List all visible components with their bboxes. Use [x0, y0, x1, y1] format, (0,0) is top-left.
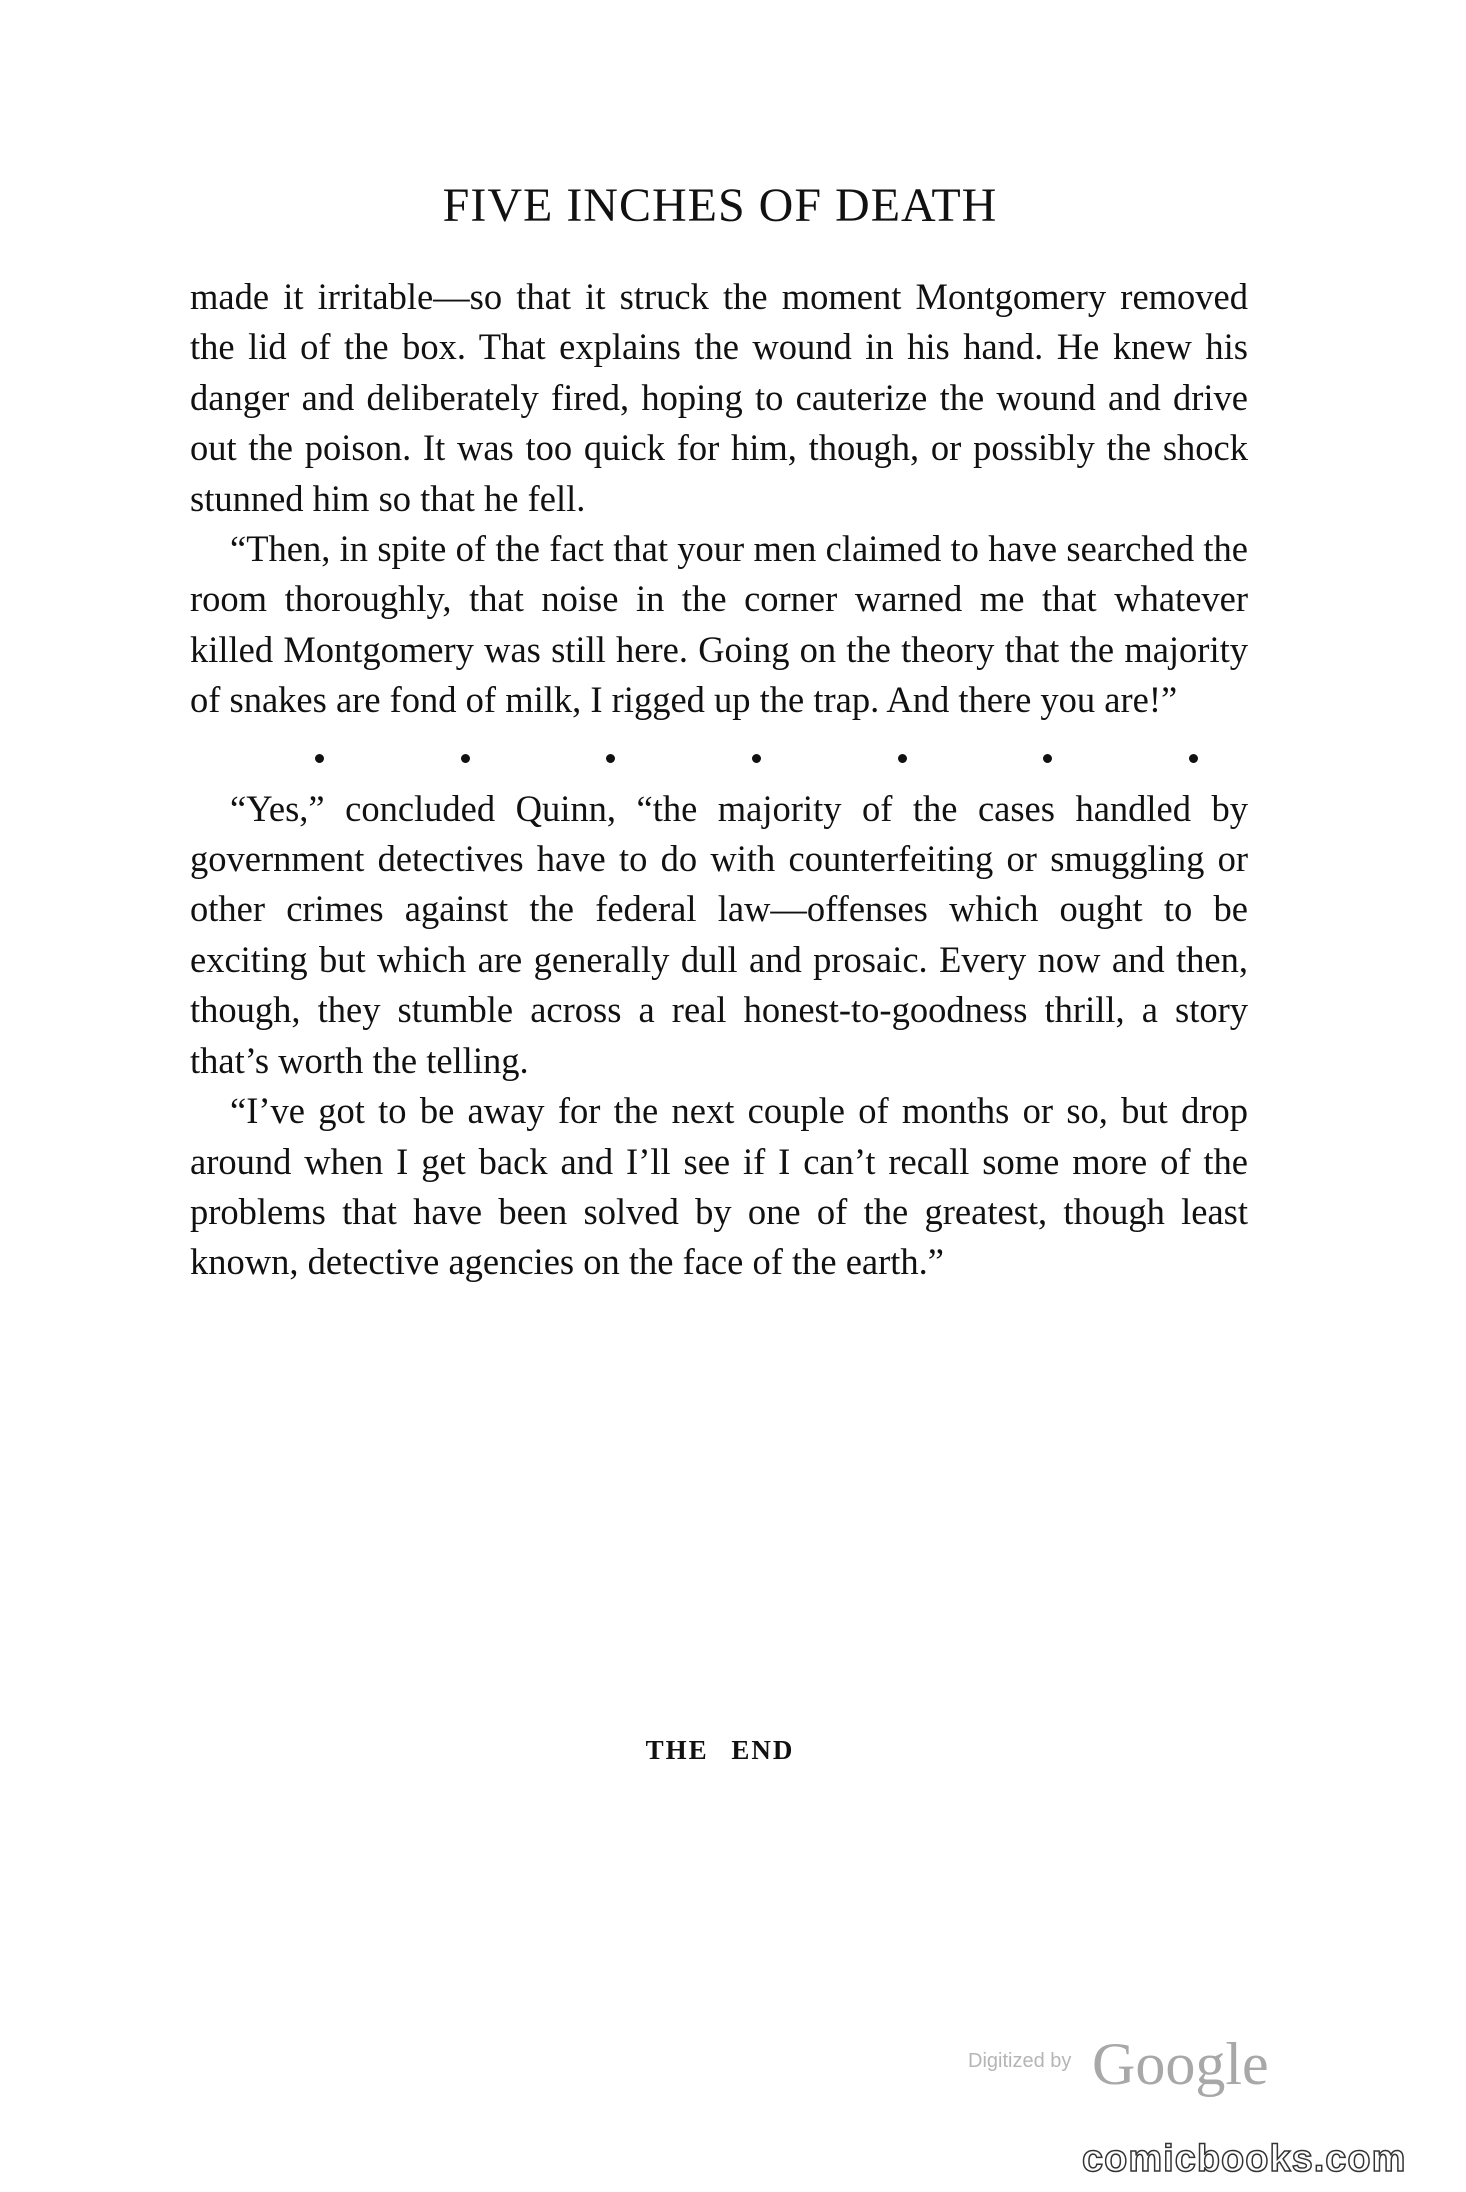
- running-head: FIVE INCHES OF DEATH: [442, 179, 998, 232]
- separator-dot: [1189, 754, 1198, 763]
- paragraph-1: made it irritable—so that it struck the moment Montgomery removed the lid of the box. That explains the wound in his hand. He knew his danger and deliberately fired, hoping to cauterize the wound and drive out the poison. It was too quick for him, though, or possibly the shock stunned him so that he fell.: [190, 276, 1248, 519]
- separator-dot: [752, 754, 761, 763]
- separator-dot: [1043, 754, 1052, 763]
- body-text: [190, 272, 1248, 1288]
- separator-dot: [898, 754, 907, 763]
- paragraph-4: “I’ve got to be away for the next couple of months or so, but drop around when I get back and I’ll see if I can’t recall some more of the problems that have been solved by one of the greatest, though least known, detective agencies on the face of the earth.”: [190, 1090, 1248, 1283]
- section-separator: [190, 734, 1248, 784]
- paragraph-2: “Then, in spite of the fact that your men claimed to have searched the room thoroughly, that noise in the corner warned me that whatever killed Montgomery was still here. Going on the theory that the majority of snakes are fond of milk, I rigged up the trap. And there you are!”: [190, 528, 1248, 721]
- google-logo-text: Google: [1092, 2031, 1269, 2097]
- separator-dot: [315, 754, 324, 763]
- separator-dot: [461, 754, 470, 763]
- the-end-label: THE END: [645, 1735, 795, 1765]
- digitized-by-label: Digitized by: [968, 2050, 1072, 2072]
- watermark: comicbooks.com: [1082, 2138, 1407, 2180]
- paragraph-3: “Yes,” concluded Quinn, “the majority of the cases handled by government detectives have to do with counterfeiting or smuggling or other crimes against the federal law—offenses which ought to be exciting but which are generally dull and prosaic. Every now and then, though, they stumble across a real honest-to-goodness thrill, a story that’s worth the telling.: [190, 787, 1248, 1081]
- separator-dot: [606, 754, 615, 763]
